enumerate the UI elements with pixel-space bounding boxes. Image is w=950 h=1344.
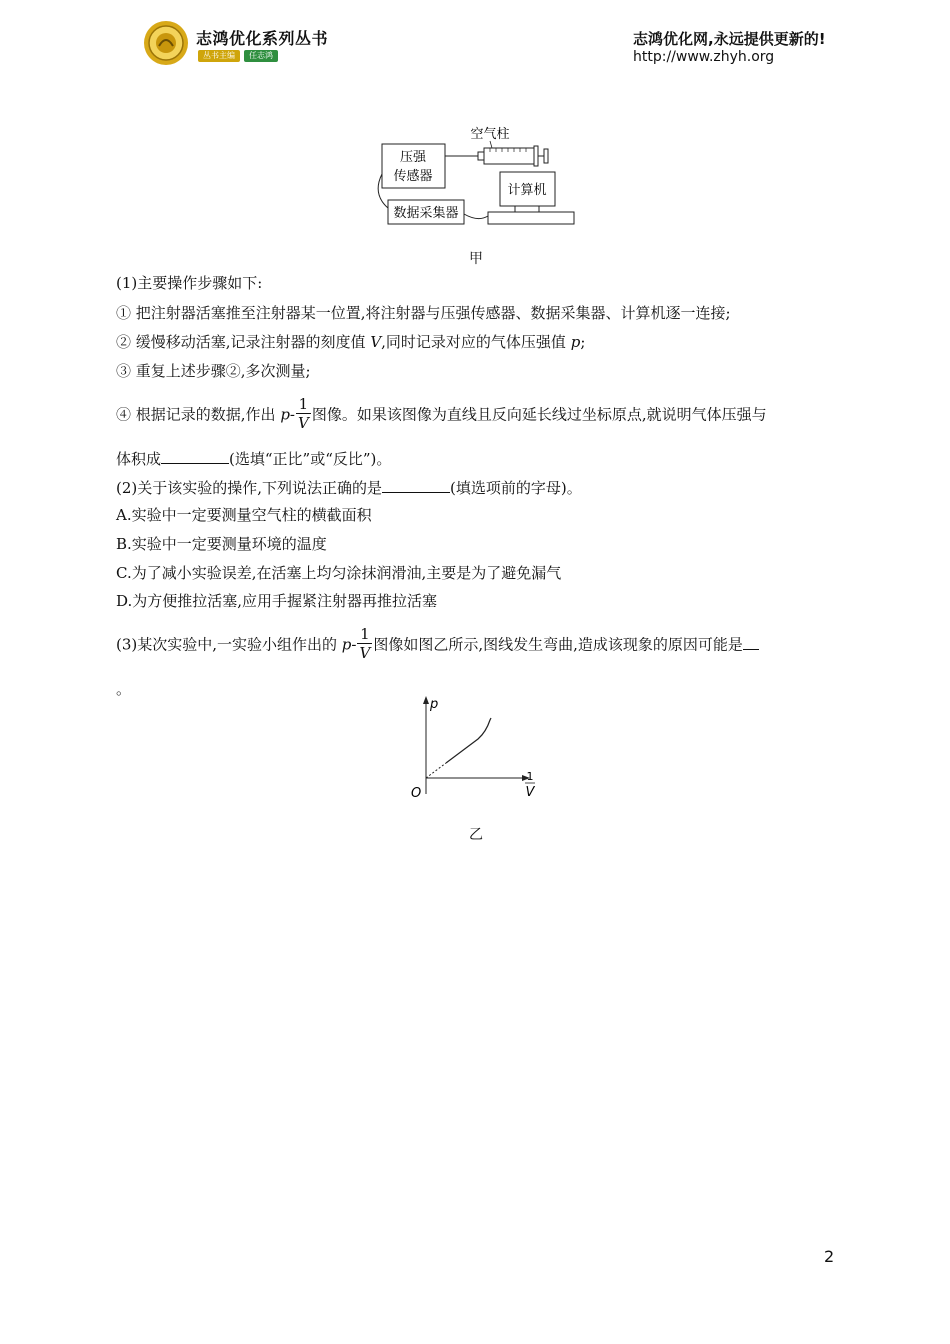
- option-b: B.实验中一定要测量环境的温度: [116, 535, 327, 553]
- fraction-1-over-v: $\frac{1}{V}$: [298, 395, 309, 432]
- figure1-caption: 甲: [469, 251, 483, 267]
- dashed-extension: [426, 763, 446, 778]
- data-curve: [446, 718, 491, 763]
- editor-label-badge: 丛书主编: [198, 50, 240, 62]
- series-logo: [143, 20, 189, 66]
- option-a: A.实验中一定要测量空气柱的横截面积: [116, 506, 372, 524]
- sensor-label-line2: 传感器: [393, 169, 433, 184]
- header-url[interactable]: http://www.zhyh.org: [633, 49, 775, 65]
- x-axis-label-num: 1: [526, 770, 534, 783]
- step-3: ③ 重复上述步骤②,多次测量;: [116, 362, 311, 380]
- p-inverse-v-graph: [404, 694, 549, 804]
- x-axis-label-den: V: [525, 785, 535, 800]
- answer-blank-1: [161, 447, 229, 464]
- apparatus-diagram: [370, 122, 585, 234]
- page-number: 2: [824, 1247, 835, 1266]
- y-axis-label: p: [430, 697, 439, 712]
- syringe: [478, 146, 548, 166]
- answer-blank-3: [743, 633, 759, 650]
- figure2-caption: 乙: [469, 827, 483, 843]
- step-4: ④ 根据记录的数据,作出 p- $\frac{1}{V}$ 图像。如果该图像为直线且反向延长线过坐标原点,就说明气体压强与: [116, 395, 767, 432]
- origin-label: O: [411, 786, 422, 801]
- air-column-label: 空气柱: [470, 127, 510, 142]
- header-slogan: 志鸿优化网,永远提供更新的!: [633, 30, 826, 48]
- answer-blank-2: [382, 476, 450, 493]
- fraction-1-over-v-q3: $\frac{1}{V}$: [359, 625, 371, 662]
- question-3-end: 。: [116, 680, 132, 698]
- option-d: D.为方便推拉活塞,应用手握紧注射器再推拉活塞: [116, 592, 438, 610]
- series-title: 志鸿优化系列丛书: [196, 29, 329, 48]
- step-2: ② 缓慢移动活塞,记录注射器的刻度值 V,同时记录对应的气体压强值 p;: [116, 333, 586, 351]
- editor-name-badge: 任志鸿: [244, 50, 278, 62]
- option-c: C.为了减小实验误差,在活塞上均匀涂抹润滑油,主要是为了避免漏气: [116, 564, 562, 582]
- step-4-continued: 体积成 (选填“正比”或“反比”)。: [116, 447, 391, 469]
- collector-label: 数据采集器: [393, 206, 459, 221]
- question-3: (3)某次实验中,一实验小组作出的 p- $\frac{1}{V}$ 图像如图乙所示,图线发生弯曲,造成该现象的原因可能是: [116, 627, 759, 664]
- editor-badges: [198, 50, 278, 62]
- question-2: (2)关于该实验的操作,下列说法正确的是 (填选项前的字母)。: [116, 476, 582, 498]
- step-1: ① 把注射器活塞推至注射器某一位置,将注射器与压强传感器、数据采集器、计算机逐一连接;: [116, 304, 731, 322]
- sensor-label-line1: 压强: [399, 150, 427, 165]
- computer-label: 计算机: [507, 183, 547, 198]
- q1-intro: (1)主要操作步骤如下:: [116, 274, 263, 292]
